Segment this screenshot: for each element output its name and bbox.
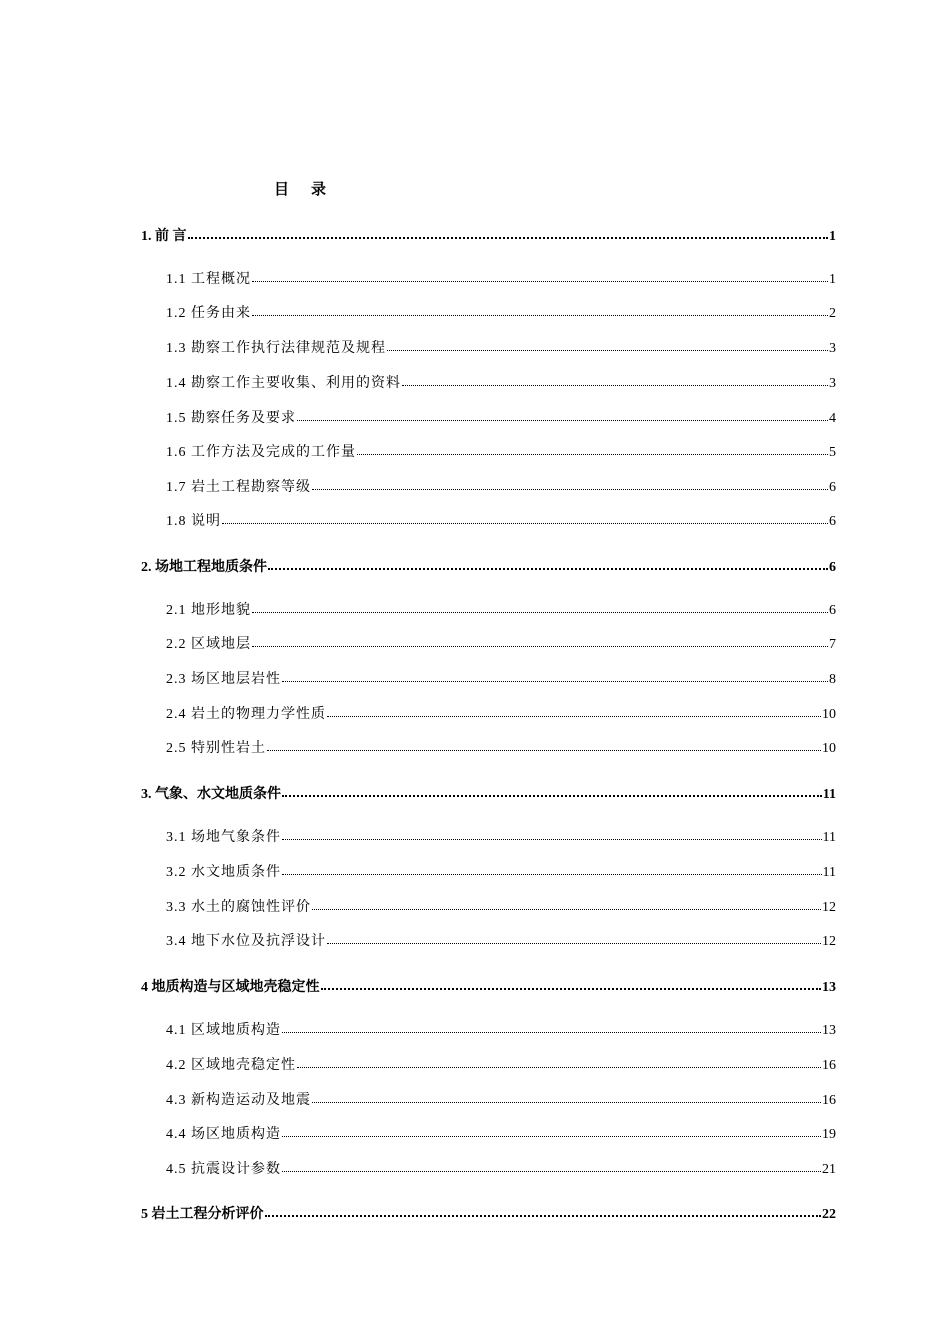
toc-entry-label: 4 地质构造与区域地壳稳定性 [141, 980, 320, 995]
toc-entry-section[interactable] [166, 372, 836, 394]
toc-entry-label: 3.3 水土的腐蚀性评价 [166, 900, 311, 915]
toc-dot-leader [327, 929, 821, 944]
toc-dot-leader [282, 825, 822, 840]
toc-page-number: 13 [822, 1023, 836, 1038]
toc-entry-chapter[interactable] [141, 224, 836, 247]
toc-dot-leader [282, 1018, 821, 1033]
toc-entry-label: 4.4 场区地质构造 [166, 1127, 281, 1142]
toc-page-number: 6 [829, 603, 836, 618]
toc-page-number: 16 [822, 1093, 836, 1108]
toc-page-number: 10 [822, 707, 836, 722]
toc-page-number: 1 [829, 229, 836, 244]
toc-entry-label: 3. 气象、水文地质条件 [141, 787, 281, 802]
toc-entry-section[interactable] [166, 302, 836, 324]
toc-dot-leader [222, 509, 828, 524]
toc-dot-leader [265, 1201, 822, 1217]
toc-dot-leader [282, 860, 822, 875]
toc-dot-leader [312, 1088, 821, 1103]
toc-entry-section[interactable] [166, 441, 836, 463]
toc-dot-leader [268, 554, 828, 570]
toc-dot-leader [252, 267, 828, 282]
toc-entry-section[interactable] [166, 633, 836, 655]
toc-dot-leader [282, 781, 822, 797]
toc-page-number: 6 [829, 514, 836, 529]
toc-entry-label: 2. 场地工程地质条件 [141, 560, 267, 575]
toc-entry-label: 3.1 场地气象条件 [166, 830, 281, 845]
toc-page-number: 7 [829, 637, 836, 652]
toc-entry-label: 2.1 地形地貌 [166, 603, 251, 618]
toc-entry-section[interactable] [166, 1054, 836, 1076]
toc-page-number: 1 [829, 272, 836, 287]
toc-page-number: 6 [829, 560, 836, 575]
toc-entry-label: 1.3 勘察工作执行法律规范及规程 [166, 341, 386, 356]
toc-entry-section[interactable] [166, 476, 836, 498]
toc-dot-leader [188, 223, 829, 239]
toc-entry-label: 3.4 地下水位及抗浮设计 [166, 934, 326, 949]
toc-dot-leader [252, 598, 828, 613]
toc-entry-chapter[interactable] [141, 975, 836, 998]
toc-entry-chapter[interactable] [141, 782, 836, 805]
toc-page-number: 6 [829, 480, 836, 495]
toc-page-number: 10 [822, 741, 836, 756]
toc-dot-leader [327, 702, 821, 717]
toc-entry-section[interactable] [166, 337, 836, 359]
toc-page-number: 16 [822, 1058, 836, 1073]
toc-page-number: 11 [822, 865, 836, 880]
toc-entry-label: 4.5 抗震设计参数 [166, 1162, 281, 1177]
toc-entry-label: 4.2 区域地壳稳定性 [166, 1058, 296, 1073]
toc-entry-section[interactable] [166, 268, 836, 290]
toc-entry-chapter[interactable] [141, 1202, 836, 1225]
toc-entry-label: 1.5 勘察任务及要求 [166, 411, 296, 426]
toc-entry-label: 4.1 区域地质构造 [166, 1023, 281, 1038]
toc-dot-leader [357, 440, 828, 455]
toc-entry-section[interactable] [166, 737, 836, 759]
toc-dot-leader [282, 1122, 821, 1137]
toc-entry-section[interactable] [166, 1158, 836, 1180]
toc-entry-section[interactable] [166, 1123, 836, 1145]
toc-entry-label: 1.7 岩土工程勘察等级 [166, 480, 311, 495]
toc-dot-leader [252, 301, 828, 316]
toc-page-number: 21 [822, 1162, 836, 1177]
toc-entry-section[interactable] [166, 826, 836, 848]
toc-entry-label: 4.3 新构造运动及地震 [166, 1093, 311, 1108]
page-title: 目录 [274, 182, 349, 198]
toc-entry-section[interactable] [166, 407, 836, 429]
toc-entry-section[interactable] [166, 668, 836, 690]
toc-page-number: 19 [822, 1127, 836, 1142]
toc-entry-label: 2.2 区域地层 [166, 637, 251, 652]
toc-page-number: 4 [829, 411, 836, 426]
toc-dot-leader [252, 632, 828, 647]
toc-page-number: 13 [822, 980, 836, 995]
toc-entry-label: 2.5 特别性岩土 [166, 741, 266, 756]
toc-page-number: 3 [829, 341, 836, 356]
toc-entry-section[interactable] [166, 861, 836, 883]
toc-entry-section[interactable] [166, 510, 836, 532]
toc-entry-label: 1.6 工作方法及完成的工作量 [166, 445, 356, 460]
toc-entry-section[interactable] [166, 896, 836, 918]
toc-entry-label: 1.8 说明 [166, 514, 221, 529]
toc-entry-label: 3.2 水文地质条件 [166, 865, 281, 880]
toc-entry-section[interactable] [166, 930, 836, 952]
toc-entry-label: 1.2 任务由来 [166, 306, 251, 321]
toc-page-number: 8 [829, 672, 836, 687]
toc-page-number: 3 [829, 376, 836, 391]
toc-dot-leader [321, 974, 822, 990]
toc-page-number: 12 [822, 934, 836, 949]
toc-dot-leader [297, 406, 828, 421]
toc-entry-section[interactable] [166, 599, 836, 621]
toc-page-number: 11 [822, 830, 836, 845]
toc-dot-leader [282, 1157, 821, 1172]
toc-page-number: 5 [829, 445, 836, 460]
toc-dot-leader [297, 1053, 821, 1068]
toc-entry-label: 1.4 勘察工作主要收集、利用的资料 [166, 376, 401, 391]
toc-entry-section[interactable] [166, 1019, 836, 1041]
toc-page-number: 2 [829, 306, 836, 321]
toc-page-number: 12 [822, 900, 836, 915]
toc-entry-section[interactable] [166, 1089, 836, 1111]
toc-entry-label: 2.3 场区地层岩性 [166, 672, 281, 687]
toc-dot-leader [282, 667, 828, 682]
toc-dot-leader [267, 736, 821, 751]
toc-entry-section[interactable] [166, 703, 836, 725]
toc-dot-leader [312, 475, 828, 490]
toc-page-number: 22 [822, 1207, 836, 1222]
toc-dot-leader [312, 895, 821, 910]
toc-dot-leader [387, 336, 828, 351]
toc-entry-label: 5 岩土工程分析评价 [141, 1207, 264, 1222]
toc-entry-label: 2.4 岩土的物理力学性质 [166, 707, 326, 722]
toc-page-number: 11 [822, 787, 836, 802]
toc-entry-chapter[interactable] [141, 555, 836, 578]
toc-dot-leader [402, 371, 828, 386]
toc-entry-label: 1. 前 言 [141, 229, 187, 244]
toc-entry-label: 1.1 工程概况 [166, 272, 251, 287]
